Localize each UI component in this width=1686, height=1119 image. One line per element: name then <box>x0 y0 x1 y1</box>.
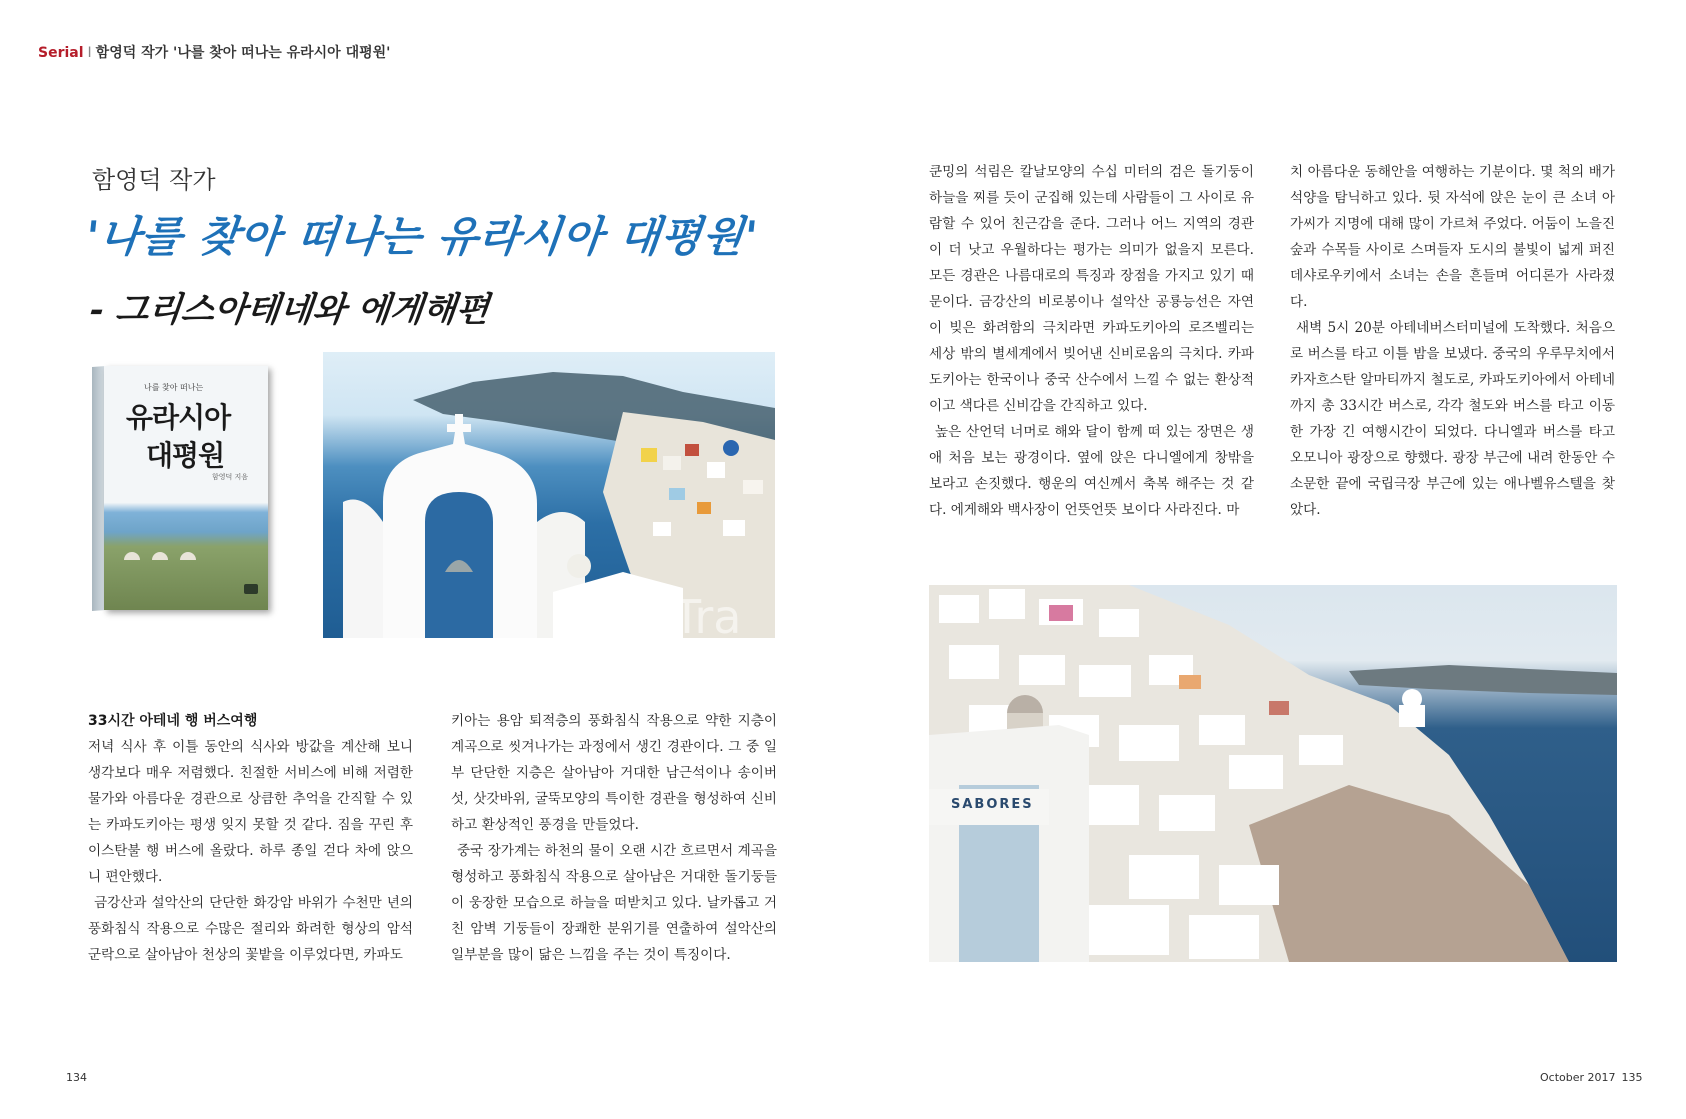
paragraph: 새벽 5시 20분 아테네버스터미널에 도착했다. 처음으로 버스를 타고 이틀 밤을 보냈다. 중국의 우루무치에서 카자흐스탄 알마티까지 철도로, 카파도키아에서 아테네까지 총 33시간 버스로, 각각 철도와 버스를 타고 이동한 가장 긴 여행시간이 되었다. 다니엘과 버스를 타고 오모니아 광장으로 향했다. 광장 부근에 내려 한동안 수소문한 끝에 국립극장 부근에 있는 애나벨유스텔을 찾았다. <box>1290 320 1615 518</box>
santorini-bell-tower-photo <box>323 352 775 638</box>
book-small-caption: 나를 찾아 떠나는 <box>144 383 204 392</box>
paragraph: 중국 장가계는 하천의 물이 오랜 시간 흐르면서 계곡을 형성하고 풍화침식 작용으로 살아남은 거대한 돌기둥들이 웅장한 모습으로 하늘을 떠받치고 있다. 날카롭고 거친 암벽 기둥들이 장쾌한 분위기를 연출하여 설악산의 일부분을 많이 닮은 느낌을 주는 것이 특징이다. <box>451 843 777 963</box>
issue-date: October 2017 <box>1540 1071 1616 1084</box>
book-author: 함영덕 지음 <box>212 473 249 481</box>
paragraph: 키아는 용암 퇴적층의 풍화침식 작용으로 약한 지층이 계곡으로 씻겨나가는 과정에서 생긴 경관이다. 그 중 일부 단단한 지층은 살아남아 거대한 남근석이나 송이버섯, 삿갓바위, 굴뚝모양의 특이한 경관을 형성하여 신비하고 환상적인 풍경을 만들었다. <box>451 713 777 833</box>
yurt-shape <box>152 552 168 560</box>
publisher-logo <box>244 584 258 594</box>
left-page-number: 134 <box>66 1071 87 1084</box>
sabores-sign <box>929 789 1049 825</box>
article-title: '나를 찾아 떠나는 유라시아 대평원' <box>83 212 761 261</box>
right-page-footer <box>1540 1071 1643 1084</box>
photo2-illustration <box>929 585 1617 962</box>
article-subtitle: - 그리스아테네와 에게해편 <box>87 290 491 330</box>
running-header-title: 함영덕 작가 '나를 찾아 떠나는 유라시아 대평원' <box>95 45 391 61</box>
yurt-shape <box>180 552 196 560</box>
paragraph: 저녁 식사 후 이틀 동안의 식사와 방값을 계산해 보니 생각보다 매우 저렴했다. 친절한 서비스에 비해 저렴한 물가와 아름다운 경관으로 상큼한 추억을 간직할 수 있는 카파도키아는 평생 잊지 못할 것 같다. 짐을 꾸린 후 이스탄불 행 버스에 올랐다. 하루 종일 걷다 차에 앉으니 편안했다. <box>88 739 413 885</box>
running-header <box>38 42 390 62</box>
book-cover-image <box>92 366 268 610</box>
yurt-shape <box>124 552 140 560</box>
photo-watermark: Tra <box>673 590 742 638</box>
paragraph: 치 아름다운 동해안을 여행하는 기분이다. 몇 척의 배가 석양을 탐닉하고 있다. 뒷 자석에 앉은 눈이 큰 소녀 아가씨가 지명에 대해 많이 가르쳐 주었다. 어둠이 노을진 숲과 수목들 사이로 스며들자 도시의 불빛이 넓게 퍼진 데샤로우키에서 소녀는 손을 흔들며 어디론가 사라졌다. <box>1290 164 1615 310</box>
right-page-number: 135 <box>1621 1071 1643 1084</box>
section-heading: 33시간 아테네 행 버스여행 <box>88 713 258 729</box>
series-label: Serial <box>38 45 84 61</box>
book-title-line1: 유라시아 <box>126 401 231 434</box>
paragraph: 높은 산언덕 너머로 해와 달이 함께 떠 있는 장면은 생애 처음 보는 광경이다. 옆에 앉은 다니엘에게 창밖을 보라고 손짓했다. 행운의 여신께서 축복 해주는 것 같다. 에게해와 백사장이 언뜻언뜻 보이다 사라진다. 마 <box>929 424 1254 518</box>
book-title-line2: 대평원 <box>146 439 225 472</box>
article-column-1 <box>88 708 413 968</box>
book-front <box>104 366 268 610</box>
article-column-2 <box>451 708 777 968</box>
article-column-3 <box>929 159 1254 523</box>
sign-text: SABORES <box>951 797 1034 812</box>
header-separator: I <box>87 45 92 61</box>
paragraph: 쿤밍의 석림은 칼날모양의 수십 미터의 검은 돌기둥이 하늘을 찌를 듯이 군집해 있는데 사람들이 그 사이로 유람할 수 있어 친근감을 준다. 그러나 어느 지역의 경관이 더 낫고 우월하다는 평가는 의미가 없을지 모른다. 모든 경관은 나름대로의 특징과 장점을 가지고 있기 때문이다. 금강산의 비로봉이나 설악산 공룡능선은 자연이 빚은 화려함의 극치라면 카파도키아의 로즈벨리는 세상 밖의 별세계에서 빚어낸 신비로움의 극치다. 카파도키아는 한국이나 중국 산수에서 느낄 수 없는 환상적이고 색다른 신비감을 간직하고 있다. <box>929 164 1254 414</box>
author-line: 함영덕 작가 <box>92 166 216 194</box>
paragraph: 금강산과 설악산의 단단한 화강암 바위가 수천만 년의 풍화침식 작용으로 수많은 절리와 화려한 형상의 암석 군락으로 살아남아 천상의 꽃밭을 이루었다면, 카파도 <box>88 895 413 963</box>
article-column-4 <box>1290 159 1615 523</box>
santorini-town-photo <box>929 585 1617 962</box>
